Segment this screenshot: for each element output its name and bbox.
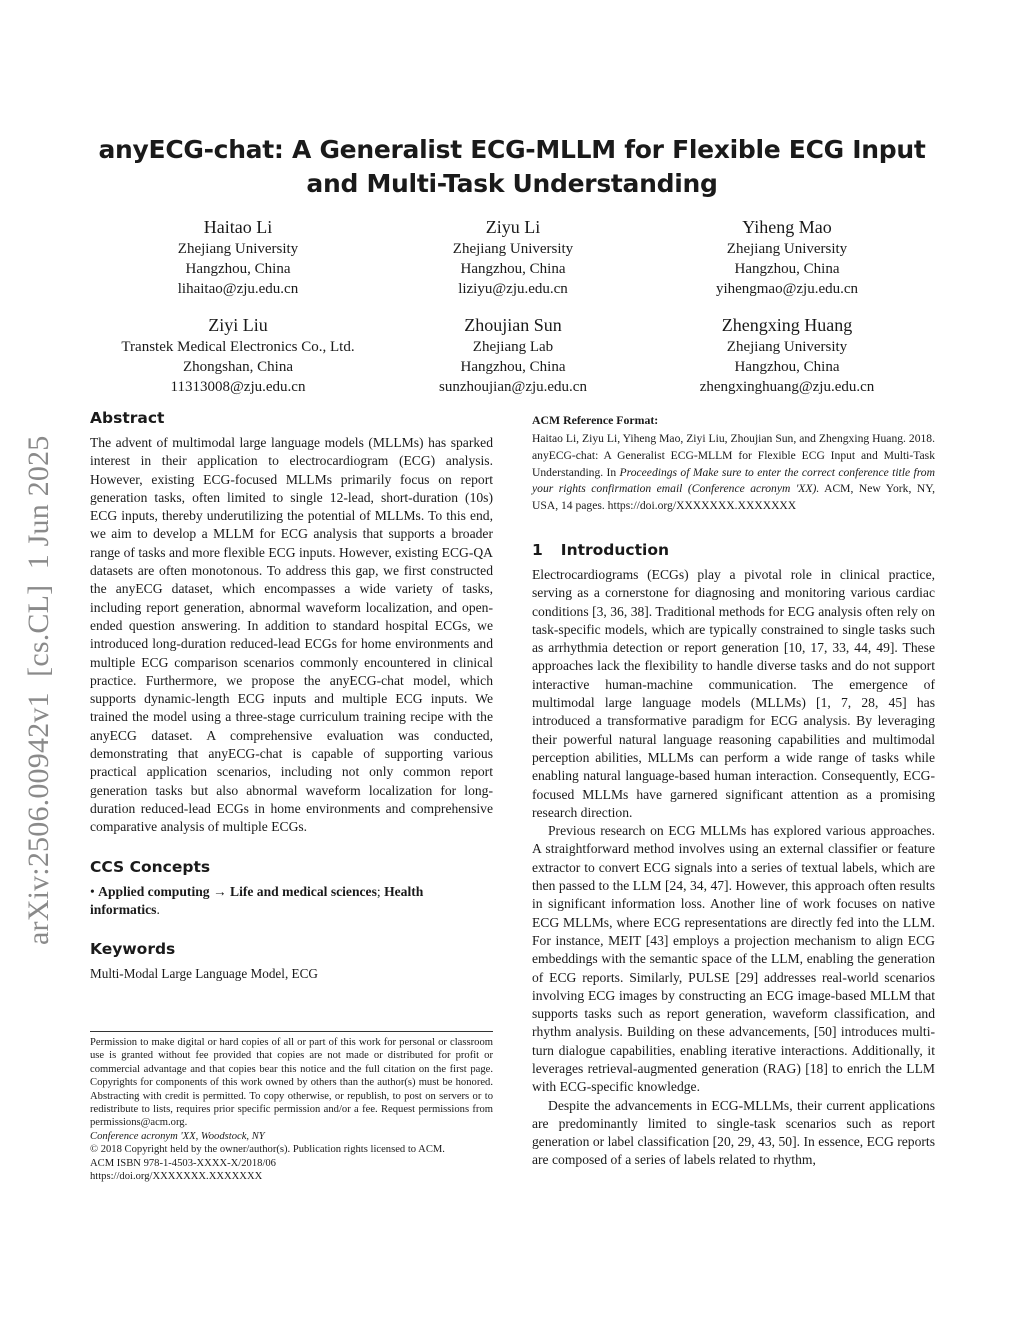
title-line-2: and Multi-Task Understanding bbox=[306, 169, 718, 198]
ccs-concepts bbox=[90, 883, 493, 920]
author-block bbox=[78, 313, 398, 397]
arxiv-identifier: arXiv:2506.00942v1 [cs.CL] 1 Jun 2025 bbox=[22, 435, 55, 945]
author-location: Hangzhou, China bbox=[734, 261, 840, 277]
author-name: Ziyu Li bbox=[485, 217, 541, 237]
author-affiliation: Transtek Medical Electronics Co., Ltd. bbox=[121, 339, 355, 355]
author-email: yihengmao@zju.edu.cn bbox=[715, 281, 859, 297]
section-title: Introduction bbox=[560, 540, 670, 559]
author-name: Yiheng Mao bbox=[742, 217, 832, 237]
permission-text: Permission to make digital or hard copies of all or part of this work for personal or classroom use is granted without fee provided that copies are not made or distributed for profit or commercial advantage and that copies bear this notice and the full citation on the first page. Copyrights for components of this work owned by others than the author(s) must be honored. Abstracting with credit is permitted. To copy otherwise, or republish, to post on servers or to redistribute to lists, requires prior specific permission and/or a fee. Request permissions from permissions@acm.org. bbox=[90, 1037, 493, 1129]
introduction-heading bbox=[532, 540, 935, 560]
author-email: lihaitao@zju.edu.cn bbox=[177, 281, 299, 297]
author-location: Hangzhou, China bbox=[734, 359, 840, 375]
acm-reference-text bbox=[532, 431, 935, 515]
author-email: sunzhoujian@zju.edu.cn bbox=[439, 379, 587, 395]
ccs-end: . bbox=[156, 901, 160, 917]
title-line-1: anyECG-chat: A Generalist ECG-MLLM for Flexible ECG Input bbox=[98, 135, 926, 164]
paper-title bbox=[60, 133, 964, 201]
author-location: Hangzhou, China bbox=[185, 261, 291, 277]
ccs-heading: CCS Concepts bbox=[90, 857, 211, 876]
section-number: 1 bbox=[532, 540, 543, 559]
left-column bbox=[90, 408, 493, 983]
acm-reference-heading: ACM Reference Format: bbox=[532, 413, 659, 427]
doi-line[interactable]: https://doi.org/XXXXXXX.XXXXXXX bbox=[90, 1171, 263, 1183]
author-block bbox=[78, 215, 398, 299]
author-name: Zhoujian Sun bbox=[464, 315, 562, 335]
conference-line: Conference acronym 'XX, Woodstock, NY bbox=[90, 1130, 265, 1142]
footnote-rule bbox=[90, 1031, 493, 1032]
arrow-icon: → bbox=[213, 883, 227, 899]
author-block bbox=[353, 215, 673, 299]
author-name: Haitao Li bbox=[203, 217, 273, 237]
acm-reference-proceedings: Proceedings of Make sure to enter the correct conference title from your rights confirmation email (Conference acronym 'XX). bbox=[532, 465, 935, 496]
ccs-separator: ; bbox=[376, 883, 381, 899]
abstract-heading: Abstract bbox=[90, 409, 165, 427]
intro-paragraph-2: Previous research on ECG MLLMs has explored various approaches. A straightforward method involves using an external classifier or feature extractor to convert ECG signals into a series of textual labels, which are then passed to the LLM [24, 34, 47]. However, this approach often results in significant information loss. Another line of work focuses on native ECG MLLMs, where ECG representations are directly fed into the LLM. For instance, MEIT [43] employs a projection mechanism to align ECG embeddings with the semantic space of the LLM, enabling the generation of ECG reports. Similarly, PULSE [29] addresses real-world scenarios involving ECG images by constructing an ECG image-based MLLM that supports tasks such as report generation, waveform classification, and rhythm analysis. Building on these advancements, [50] introduces multi-turn dialogue capabilities, enabling iterative interactions. Additionally, it leverages retrieval-augmented generation (RAG) [18] to enrich the LLM with ECG-specific knowledge. bbox=[532, 823, 935, 1095]
author-affiliation: Zhejiang University bbox=[452, 241, 574, 257]
author-name: Ziyi Liu bbox=[208, 315, 268, 335]
acm-reference-citation: Haitao Li, Ziyu Li, Yiheng Mao, Ziyi Liu, Zhoujian Sun, and Zhengxing Huang. 2018. anyECG-chat: A Generalist ECG-MLLM for Flexible ECG Input and Multi-Task Understanding. In bbox=[532, 432, 935, 479]
abstract-text: The advent of multimodal large language models (MLLMs) has sparked interest in their application to electrocardiogram (ECG) analysis. However, existing ECG-focused MLLMs primarily focus on report generation tasks, often limited to single 12-lead, short-duration (10s) ECG inputs, thereby underutilizing the potential of MLLMs. To this end, we aim to develop a MLLM for ECG analysis that supports a broader range of tasks and more flexible ECG inputs. However, existing ECG-QA datasets are often monotonous. To address this gap, we first constructed the anyECG dataset, which encompasses a wide variety of tasks, including report generation, abnormal waveform localization, and open-ended question answering. In addition to standard hospital ECGs, we introduced long-duration reduced-lead ECGs for home environments and multiple ECG comparison scenarios commonly encountered in clinical practice. Furthermore, we propose the anyECG-chat model, which supports dynamic-length ECG inputs and multiple ECG inputs. We trained the model using a three-stage curriculum training recipe with the anyECG dataset. A comprehensive evaluation was conducted, demonstrating that anyECG-chat is capable of supporting various practical application scenarios, including not only common report generation tasks but also abnormal waveform localization for long-duration reduced-lead ECGs in home environments and comprehensive comparative analysis of multiple ECGs. bbox=[90, 435, 493, 835]
permission-footnote bbox=[90, 1031, 493, 1183]
author-affiliation: Zhejiang Lab bbox=[472, 339, 554, 355]
author-block bbox=[627, 215, 947, 299]
isbn-line: ACM ISBN 978-1-4503-XXXX-X/2018/06 bbox=[90, 1157, 276, 1169]
ccs-item: Health informatics bbox=[90, 883, 424, 917]
author-location: Hangzhou, China bbox=[460, 261, 566, 277]
author-location: Zhongshan, China bbox=[183, 359, 293, 375]
keywords-text: Multi-Modal Large Language Model, ECG bbox=[90, 966, 318, 982]
right-column bbox=[532, 413, 935, 1170]
author-affiliation: Zhejiang University bbox=[726, 339, 848, 355]
acm-reference-publisher: ACM, New York, NY, USA, 14 pages. https://doi.org/XXXXXXX.XXXXXXX bbox=[532, 482, 935, 513]
copyright-line: © 2018 Copyright held by the owner/author(s). Publication rights licensed to ACM. bbox=[90, 1144, 445, 1156]
author-email: liziyu@zju.edu.cn bbox=[458, 281, 568, 297]
author-name: Zhengxing Huang bbox=[721, 315, 853, 335]
author-email: 11313008@zju.edu.cn bbox=[170, 379, 306, 395]
intro-paragraph-3: Despite the advancements in ECG-MLLMs, their current applications are predominantly limited to single-task scenarios such as report generation or label classification [20, 29, 43, 50]. In essence, ECG reports are composed of a series of labels related to rhythm, bbox=[532, 1097, 935, 1168]
author-location: Hangzhou, China bbox=[460, 359, 566, 375]
author-affiliation: Zhejiang University bbox=[726, 241, 848, 257]
intro-paragraph-1: Electrocardiograms (ECGs) play a pivotal role in clinical practice, serving as a cornerstone for diagnosing and monitoring various cardiac conditions [3, 36, 38]. Traditional methods for ECG analysis often rely on task-specific models, which are typically constrained to single tasks such as arrhythmia detection or report generation [10, 17, 33, 44, 49]. These approaches lack the flexibility to handle diverse tasks and do not support interactive human-machine communication. The emergence of multimodal large language models (MLLMs) [1, 7, 28, 45] has introduced a transformative paradigm for ECG analysis. By leveraging their powerful natural language reasoning capabilities and multimodal perception abilities, MLLMs can perform a wide range of tasks while enabling natural language-based human interaction. Consequently, ECG-focused MLLMs have garnered significant attention as a promising research direction. bbox=[532, 566, 935, 820]
author-block bbox=[627, 313, 947, 397]
keywords-heading: Keywords bbox=[90, 940, 176, 959]
author-block bbox=[353, 313, 673, 397]
ccs-bullet: • bbox=[90, 883, 95, 899]
ccs-item: Life and medical sciences bbox=[230, 883, 377, 899]
ccs-item: Applied computing bbox=[98, 883, 210, 899]
author-affiliation: Zhejiang University bbox=[177, 241, 299, 257]
author-email: zhengxinghuang@zju.edu.cn bbox=[699, 379, 875, 395]
